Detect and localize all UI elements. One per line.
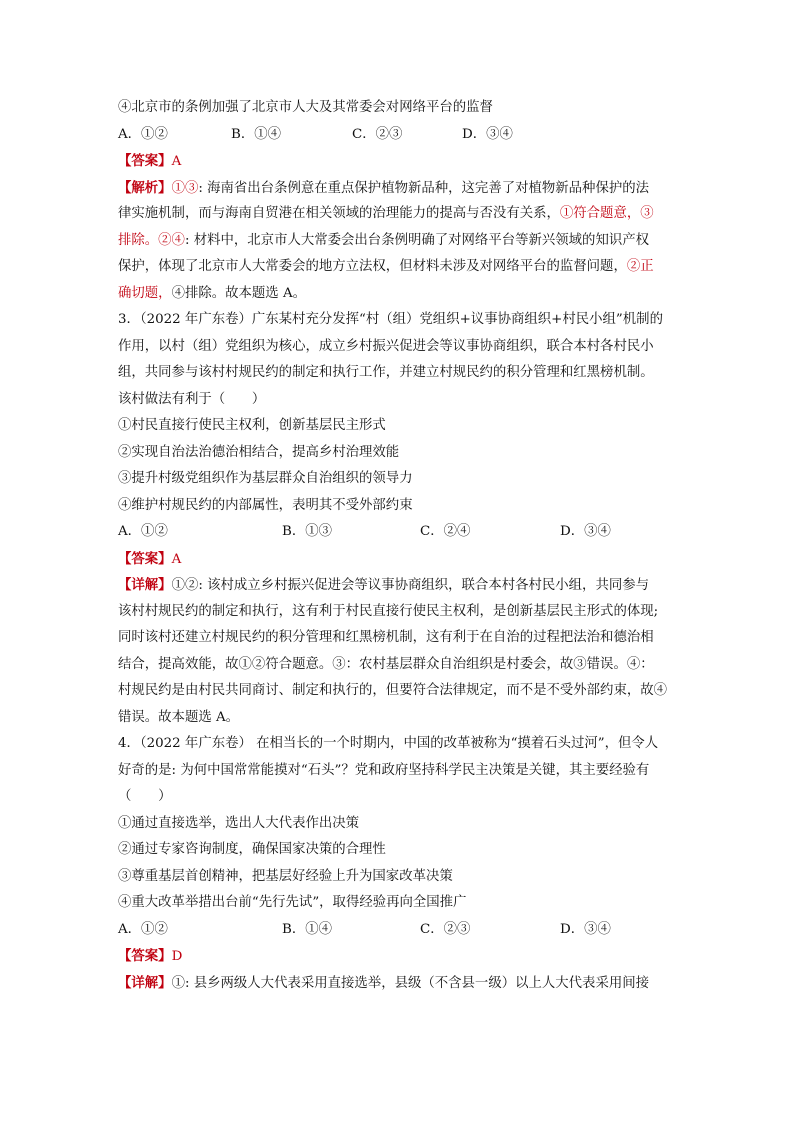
- analysis-highlight: 排除。②④: [118, 232, 185, 248]
- answer-label: 【答案】: [118, 153, 172, 169]
- q4-stem-line-1: 4．（2022 年广东卷） 在相当长的一个时期内，中国的改革被称为“摸着石头过河”，但令人: [118, 736, 659, 751]
- q3-choice-d: D．③④: [560, 524, 611, 539]
- q3-option-1: ①村民直接行使民主权利，创新基层民主形式: [118, 418, 386, 433]
- q4-choice-d: D．③④: [560, 921, 611, 937]
- q3-option-4: ④维护村规民约的内部属性，表明其不受外部约束: [118, 497, 413, 513]
- analysis-text: ①③: 海南省出台条例意在重点保护植物新品种，这完善了对植物新品种保护的法: [171, 180, 649, 196]
- q4-choice-b: B．①④: [282, 921, 333, 937]
- analysis-text: ④排除。故本题选 A。: [171, 285, 307, 301]
- q3-explain-line-4: 结合，提高效能，故①②符合题意。③：农村基层群众自治组织是村委会，故③错误。④：: [118, 656, 654, 672]
- q4-stem-line-3: （ ）: [118, 789, 172, 804]
- analysis-text: : 材料中，北京市人大常委会出台条例明确了对网络平台等新兴领域的知识产权: [184, 232, 649, 248]
- q2-analysis-line-4: [118, 254, 684, 281]
- q3-explain-line-2: 该村村规民约的制定和执行，这有利于村民直接行使民主权利，是创新基层民主形式的体现;: [118, 603, 659, 619]
- q2-analysis-line-5: [118, 281, 684, 308]
- q3-answer: [118, 546, 684, 573]
- q4-choice-a: A．①②: [118, 921, 168, 937]
- explain-text: ①: 县乡两级人大代表采用直接选举，县级（不含县一级）以上人大代表采用间接: [171, 975, 649, 991]
- q2-choice-b: B．①④: [231, 126, 282, 142]
- q4-choices: [118, 917, 684, 944]
- q2-answer: [118, 148, 684, 175]
- q3-stem-line-3: 组，共同参与该村村规民约的制定和执行工作，并建立村规民约的积分管理和红黑榜机制。: [118, 365, 654, 380]
- q2-analysis-line-3: [118, 228, 684, 255]
- q3-choice-b: B．①③: [282, 524, 333, 539]
- q3-stem-line-1: 3．（2022 年广东卷）广东某村充分发挥“村（组）党组织+议事协商组织+村民小组”机制的: [118, 312, 663, 327]
- q2-choice-d: D．③④: [462, 126, 513, 142]
- answer-value: D: [171, 949, 183, 964]
- q3-explain-line-1: [118, 572, 684, 599]
- q3-explain-line-3: 同时该村还建立村规民约的积分管理和红黑榜机制，这有利于在自治的过程把法治和德治相: [118, 630, 654, 645]
- q4-stem-line-2: 好奇的是: 为何中国常常能摸对“石头”？党和政府坚持科学民主决策是关键，其主要经验有: [118, 762, 650, 778]
- q2-analysis-line-2: [118, 201, 684, 228]
- q2-choice-a: A．①②: [118, 126, 168, 142]
- q3-choices: [118, 519, 684, 546]
- q3-option-2: ②实现自治法治德治相结合，提高乡村治理效能: [118, 444, 400, 460]
- q4-option-3: ③尊重基层首创精神，把基层好经验上升为国家改革决策: [118, 868, 453, 884]
- q2-option-4: ④北京市的条例加强了北京市人大及其常委会对网络平台的监督: [118, 100, 493, 115]
- q4-option-4: ④重大改革举措出台前“先行先试”，取得经验再向全国推广: [118, 895, 467, 910]
- q3-choice-c: C．②④: [420, 524, 471, 539]
- analysis-highlight: 确切题，: [118, 285, 172, 301]
- explain-label: 【详解】: [118, 974, 172, 991]
- analysis-text: 保护，体现了北京市人大常委会的地方立法权，但材料未涉及对网络平台的监督问题，: [118, 259, 627, 274]
- q2-choice-c: C．②③: [352, 126, 403, 142]
- q3-option-3: ③提升村级党组织作为基层群众自治组织的领导力: [118, 471, 413, 486]
- answer-value: A: [171, 551, 182, 567]
- q4-option-1: ①通过直接选举，选出人大代表作出决策: [118, 815, 360, 831]
- q4-answer: [118, 943, 684, 970]
- q3-choice-a: A．①②: [118, 524, 168, 539]
- q4-explain-line-1: [118, 970, 684, 997]
- analysis-label: 【解析】: [118, 179, 172, 196]
- answer-label: 【答案】: [118, 948, 172, 964]
- document-page: [118, 95, 684, 996]
- q3-explain-line-6: 错误。故本题选 A。: [118, 709, 240, 725]
- analysis-highlight: ②正: [626, 259, 654, 274]
- q3-stem-line-4: 该村做法有利于（ ）: [118, 391, 266, 407]
- q4-choice-c: C．②③: [420, 921, 471, 937]
- explain-text: ①②: 该村成立乡村振兴促进会等议事协商组织，联合本村各村民小组，共同参与: [171, 578, 649, 593]
- explain-label: 【详解】: [118, 577, 172, 593]
- answer-label: 【答案】: [118, 550, 172, 567]
- q3-explain-line-5: 村规民约是由村民共同商讨、制定和执行的，但要符合法律规定，而不是不受外部约束，故④: [118, 683, 668, 698]
- q4-option-2: ②通过专家咨询制度，确保国家决策的合理性: [118, 842, 386, 857]
- q3-stem-line-2: 作用，以村（组）党组织为核心，成立乡村振兴促进会等议事协商组织，联合本村各村民小: [118, 338, 654, 354]
- answer-value: A: [171, 154, 182, 169]
- analysis-text: 律实施机制，而与海南自贸港在相关领域的治理能力的提高与否没有关系，: [118, 206, 560, 221]
- q2-choices: [118, 122, 684, 149]
- q2-analysis-line-1: [118, 175, 684, 202]
- analysis-highlight: ①符合题意，③: [559, 206, 654, 221]
